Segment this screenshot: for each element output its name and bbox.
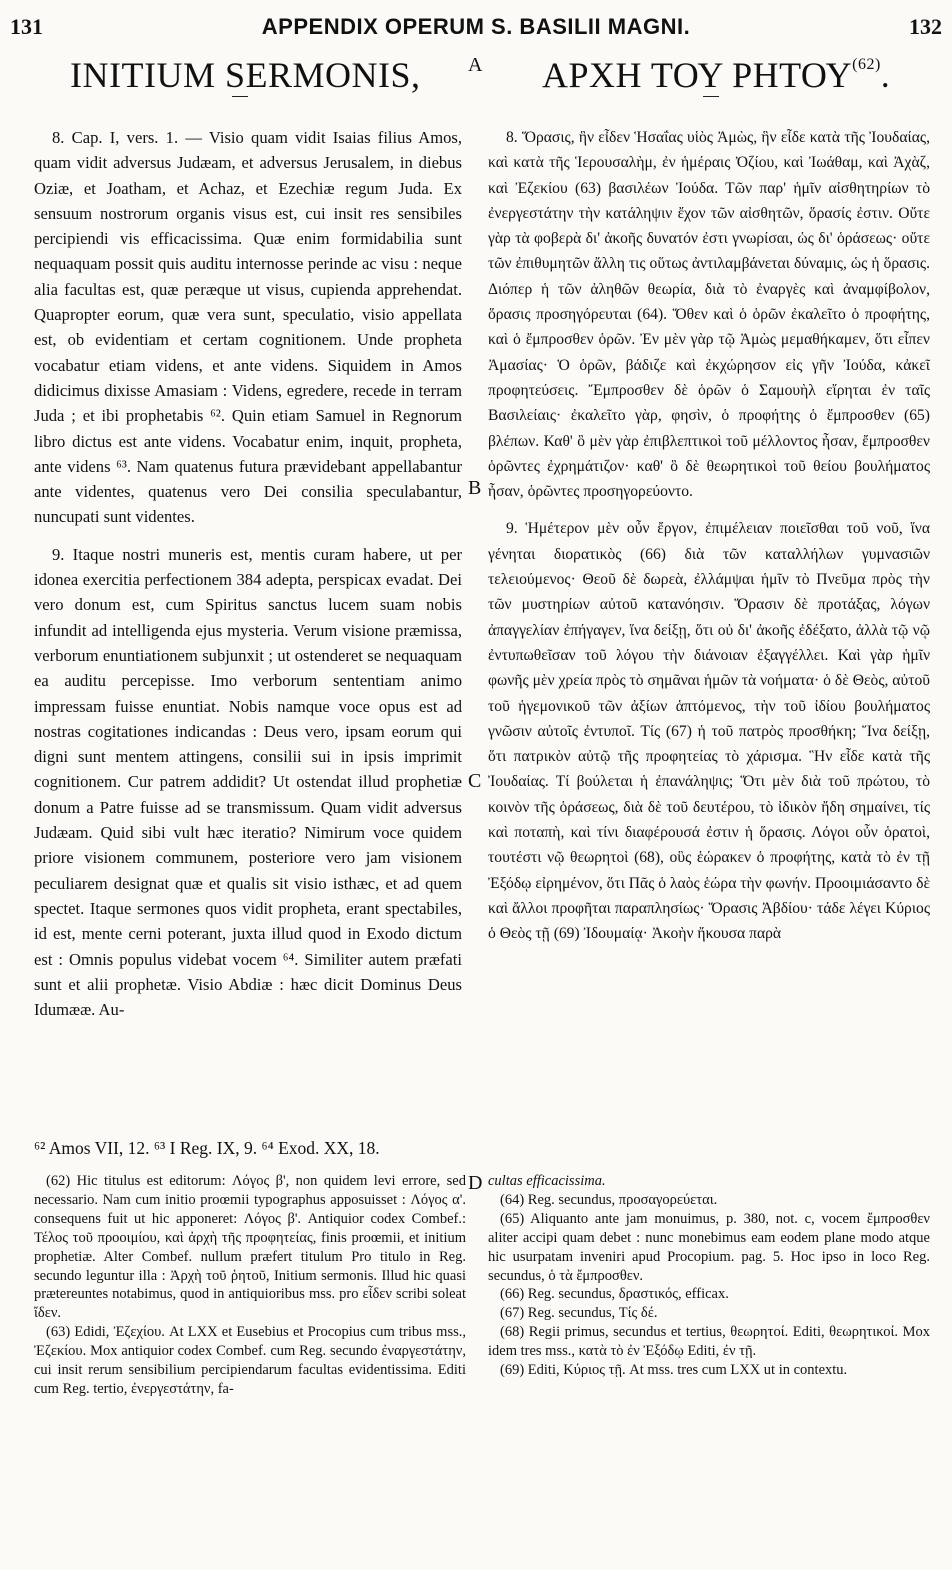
footnotes-left: [34, 1172, 466, 1399]
margin-marker-b: B: [468, 477, 482, 499]
footnote-63: (63) Edidi, Ἐζεχίου. At LXX et Eusebius et Procopius cum tribus mss., Ἐζεκίου. Mox antiquior codex Combef. cum Reg. secundo ἐναργεστάτην, cui insit rerum sensibilium percipiendarum facultas evidentissima. Editi cum Reg. tertio, ἐνεργεστάτην, fa-: [34, 1324, 466, 1397]
greek-title: [542, 54, 890, 96]
footnote-69: (69) Editi, Κύριος τῇ. At mss. tres cum LXX ut in contextu.: [500, 1362, 848, 1379]
footnote-65: (65) Aliquanto ante jam monuimus, p. 380, not. c, vocem ἔμπροσθεν aliter accipi quam debet : nunc monebimus eam eodem plane modo atque hic usurpatam inveniri apud Procopium. pag. 5. Hoc ipso in loco Reg. secundus, ὁ τὰ ἔμπροσθεν.: [488, 1210, 930, 1284]
footnote-64: (64) Reg. secundus, προσαγορεύεται.: [500, 1191, 718, 1208]
footnote-continuation: cultas efficacissima.: [488, 1173, 606, 1189]
page-number-right: 132: [909, 14, 942, 39]
scripture-references: ⁶² Amos VII, 12. ⁶³ I Reg. IX, 9. ⁶⁴ Exod. XX, 18.: [34, 1138, 380, 1158]
greek-paragraph-8: 8. Ὅρασις, ἣν εἶδεν Ἡσαΐας υἱὸς Ἀμὼς, ἣν εἶδε κατὰ τῆς Ἰουδαίας, καὶ κατὰ τῆς Ἱερουσαλὴμ, ἐν ἡμέραις Ὀζίου, καὶ Ἰωάθαμ, καὶ Ἀχὰζ, καὶ Ἐζεκίου (63) βασιλέων Ἰούδα. Τῶν παρ' ἡμῖν αἰσθητηρίων τὸ ἐνεργεστάτην τὴν κατάληψιν ἔχον τῶν αἰσθητῶν, ὅρασίς ἐστιν. Οὔτε γὰρ τὰ φοβερὰ δι' ἀκοῆς δυνατόν ἐστι γνωρίσαι, ὡς δι' ὁράσεως· οὔτε τῶν ἐπιθυμητῶν ἄλλη τις οὕτως ἀντιλαμβάνεται δύναμις, ὡς ἡ ὅρασις. Διόπερ ἡ τῶν ἀληθῶν θεωρία, διὰ τὸ ἐναργὲς καὶ ἀναμφίβολον, ὅρασις προσηγόρευται (64). Ὅθεν καὶ ὁ ὁρῶν ἐκαλεῖτο ὁ προφήτης, καὶ ὁ ἔμπροσθεν ὁρῶν. Ἐν μὲν γὰρ τῷ Ἀμὼς μεμαθήκαμεν, ὅτι εἶπεν Ἀμασίας· Ὁ ὁρῶν, βάδιζε καὶ ἐκχώρησον εἰς γῆν Ἰούδα, κἀκεῖ προφητεύσεις. Ἔμπροσθεν δὲ ὁρῶν ὁ Σαμουὴλ εἴρηται ἐν ταῖς Βασιλείαις· ἐκαλεῖτο γὰρ, φησὶν, ὁ προφήτης ὁ ἔμπροσθεν (65) βλέπων. Καθ' ὃ μὲν γὰρ ἐπιβλεπτικοὶ τοῦ μέλλοντος ἦσαν, ἔμπροσθεν ὁρῶντες ἐχρημάτιζον· καθ' ὃ δὲ θεωρητικοὶ τοῦ θείου βουλήματος ἦσαν, ὁρῶντες προσηγορεύοντο.: [488, 129, 930, 501]
footnote-66: (66) Reg. secundus, δραστικός, efficax.: [500, 1286, 729, 1303]
footnote-62: (62) Hic titulus est editorum: Λόγος β', non quidem levi errore, sed necessario. Nam cum initio proœmii typographus apposuisset : Λόγος α'. consequens fuit ut hic apponeret: Λόγος β'. Antiquior codex Combef.: Τέλος τοῦ προοιμίου, καὶ ἀρχὴ τῆς προφητείας, finis proœmii, et initium prophetiæ. Alter Combef. nullum præfert titulum Pro titulo in Reg. secundo leguntur illa : Ἀρχὴ τοῦ ῥητοῦ, Initium sermonis. Illud hic quasi prætereuntes notabimus, quod in antiquioribus mss. pro εἶδεν scribi soleat ἴδεν.: [34, 1173, 466, 1322]
footnote-68: (68) Regii primus, secundus et tertius, θεωρητοί. Editi, θεωρητικοί. Mox idem tres mss., κατὰ τὸ ἐν Ἐξόδῳ Editi, ἐν τῇ.: [488, 1324, 930, 1360]
greek-title-dash: [703, 96, 719, 97]
footnote-67: (67) Reg. secundus, Τίς δέ.: [500, 1305, 658, 1322]
latin-title-dash: [232, 96, 248, 97]
margin-marker-d: D: [468, 1172, 483, 1194]
latin-paragraph-9: 9. Itaque nostri muneris est, mentis curam habere, ut per idonea exercitia perfectionem 384 adepta, perspicax evadat. Dei vero donum est, cum Spiritus sanctus lucem suam nobis infundit ad intelligenda ejus mysteria. Verum visione præmissa, verborum enuntiationem subjunxit ; ut ostenderet se nequaquam ea auditu percepisse. Imo verborum sententiam animo impressam fuisse enuntiat. Nobis namque voce opus est ad nostras cogitationes indicandas : Deus vero, ipsam eorum qui digni sunt mentem attingens, consilii sui in ipsis imprimit cognitionem. Cur patrem addidit? Ut ostendat illud prophetiæ donum a Patre fuisse ad se transmissum. Quam vidit adversus Judæam. Quid sibi vult hæc iteratio? Nimirum voce quidem priore visionem communem, posteriore vero jam visionem peculiarem designat quæ et qualis sit visio isthæc, et ad quem spectet. Itaque sermones quos vidit propheta, erant spectabiles, id est, mente cerni poterant, juxta illud quod in Exodo dictum est : Omnis populus videbat vocem ⁶⁴. Similiter autem præfati sunt et alii prophetæ. Visio Abdiæ : hæc dicit Dominus Deus Idumææ. Au-: [34, 544, 462, 1020]
greek-column: [488, 125, 930, 947]
latin-paragraph-8: 8. Cap. I, vers. 1. — Visio quam vidit Isaias filius Amos, quam vidit adversus Judæam, et adversus Jerusalem, in diebus Oziæ, et Joatham, et Achaz, et Ezechiæ regum Juda. Ex sensuum nostrorum organis visus est, cui insit res sensibiles percipiendi vis efficacissima. Quæ enim formidabilia sunt nequaquam possit quis auditu internosse perinde ac visu : neque alia facultas est, quæ peræque ut visus, cupienda apprehendat. Quapropter eorum, quæ vera sunt, speculatio, visio appellata est, ob evidentiam et certam cognitionem. Unde propheta vocabatur etiam videns, et ante videns. Siquidem in Amos didicimus dixisse Amasiam : Videns, egredere, recede in terram Juda ; et ibi prophetabis ⁶². Quin etiam Samuel in Regnorum libro dictus est ante videns. Vocabatur enim, inquit, propheta, ante videns ⁶³. Nam quatenus futura prævidebant appellabantur ante videntes, quatenus vero Dei consilia speculabantur, nuncupati sunt videntes.: [34, 128, 462, 527]
section-titles: [10, 54, 942, 104]
greek-title-text: ΑΡΧΗ ΤΟΥ ΡΗΤΟΥ: [542, 55, 853, 95]
latin-column: [34, 125, 462, 1022]
running-head: [10, 14, 942, 42]
running-title: APPENDIX OPERUM S. BASILII MAGNI.: [261, 14, 691, 39]
greek-title-suffix: .: [880, 55, 891, 95]
page-number-left: 131: [10, 14, 43, 39]
latin-title: INITIUM SERMONIS,: [70, 55, 421, 95]
margin-marker-c: C: [468, 770, 482, 792]
column-marker-a: A: [468, 54, 483, 76]
footnotes-right: [488, 1172, 930, 1380]
greek-title-note: (62): [852, 56, 881, 73]
greek-paragraph-9: 9. Ἡμέτερον μὲν οὖν ἔργον, ἐπιμέλειαν ποιεῖσθαι τοῦ νοῦ, ἵνα γένηται διορατικὸς (66) διὰ τῶν καταλλήλων γυμνασιῶν τελειούμενος· Θεοῦ δὲ δωρεὰ, ἐλλάμψαι ἡμῖν τὸ Πνεῦμα πρὸς τὴν τῶν μυστηρίων αὐτοῦ κατανόησιν. Ὅρασιν δὲ προτάξας, λόγων ἀπαγγελίαν ἐπήγαγεν, ἵνα δείξῃ, ὅτι οὐ δι' ἀκοῆς ἐδέξατο, ἀλλὰ τῷ νῷ ἐντυπωθεῖσαν τοῦ λόγου τὴν διάνοιαν ἐξαγγέλλει. Καὶ γὰρ ἡμῖν φωνῆς μὲν χρεία πρὸς τὸ σημᾶναι ἡμῶν τὰ νοήματα· ὁ δὲ Θεὸς, αὐτοῦ τοῦ ἡγεμονικοῦ τῶν ἀξίων ἁπτόμενος, τὴν τοῦ ἰδίου βουλήματος γνῶσιν αὐτοῖς ἐντυποῖ. Τίς (67) ἡ τοῦ πατρὸς προσθήκη; Ἵνα δείξῃ, ὅτι πατρικὸν αὐτῷ τῆς προφητείας τὸ χάρισμα. Ἣν εἶδε κατὰ τῆς Ἰουδαίας. Τί βούλεται ἡ ἐπανάληψις; Ὅτι μὲν διὰ τοῦ πρώτου, τὸ κοινὸν τῆς ὁράσεως, διὰ δὲ τοῦ δευτέρου, τὸ ἰδικὸν ἤδη σημαίνει, τίς καὶ ποταπὴ, καὶ τίνι διαφέρουσά ἐστιν ἡ ὅρασις. Λόγοι οὖν ὁρατοὶ, τουτέστι νῷ θεωρητοὶ (68), οὓς ἑώρακεν ὁ προφήτης, κατὰ τὸ ἐν τῇ Ἐξόδῳ εἰρημένον, ὅτι Πᾶς ὁ λαὸς ἑώρα τὴν φωνήν. Προοιμιάσαντο δὲ καὶ ἄλλοι προφῆται παραπλησίως· Ὅρασις Ἀβδίου· τάδε λέγει Κύριος ὁ Θεὸς τῇ (69) Ἰδουμαίᾳ· Ἀκοὴν ἤκουσα παρὰ: [488, 520, 930, 943]
